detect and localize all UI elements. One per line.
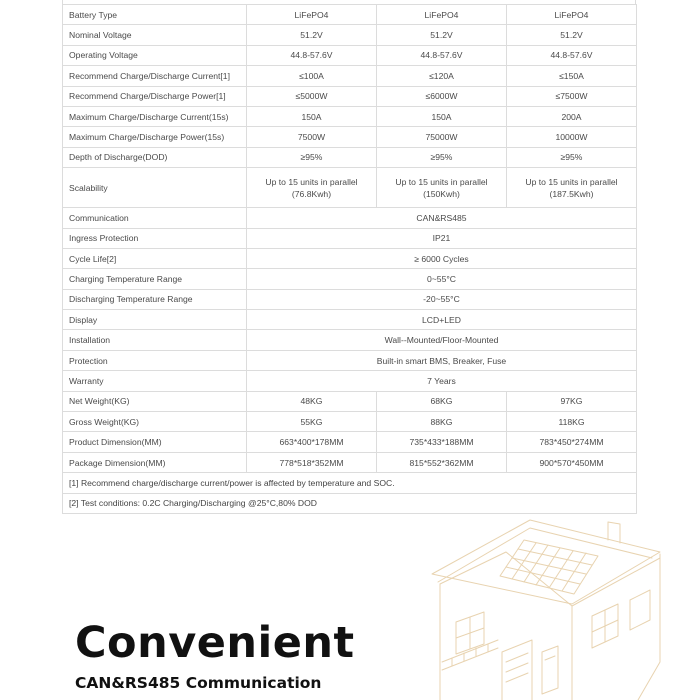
spec-value: ≤150A bbox=[507, 66, 637, 86]
spec-value: LiFePO4 bbox=[247, 5, 377, 25]
spec-value: ≥95% bbox=[507, 147, 637, 167]
headline-subtitle: CAN&RS485 Communication bbox=[75, 674, 322, 692]
spec-label: Protection bbox=[63, 350, 247, 370]
spec-value: ≥ 6000 Cycles bbox=[247, 248, 637, 268]
spec-row bbox=[63, 25, 637, 45]
spec-value: ≥95% bbox=[377, 147, 507, 167]
spec-row bbox=[63, 371, 637, 391]
spec-label: Recommend Charge/Discharge Current[1] bbox=[63, 66, 247, 86]
spec-label: Battery Type bbox=[63, 5, 247, 25]
spec-row bbox=[63, 330, 637, 350]
spec-row bbox=[63, 228, 637, 248]
side-wall bbox=[638, 554, 660, 700]
spec-value: CAN&RS485 bbox=[247, 208, 637, 228]
house-line-illustration bbox=[402, 512, 700, 700]
spec-row bbox=[63, 127, 637, 147]
spec-value: 200A bbox=[507, 106, 637, 126]
spec-row bbox=[63, 269, 637, 289]
spec-label: Ingress Protection bbox=[63, 228, 247, 248]
spec-row bbox=[63, 248, 637, 268]
spec-label: Maximum Charge/Discharge Current(15s) bbox=[63, 106, 247, 126]
footnote-row bbox=[63, 473, 637, 493]
spec-row bbox=[63, 208, 637, 228]
door bbox=[502, 640, 532, 700]
spec-value: 735*433*188MM bbox=[377, 432, 507, 452]
spec-row bbox=[63, 289, 637, 309]
spec-value: Built-in smart BMS, Breaker, Fuse bbox=[247, 350, 637, 370]
spec-value: 88KG bbox=[377, 412, 507, 432]
spec-label: Maximum Charge/Discharge Power(15s) bbox=[63, 127, 247, 147]
spec-value: 7 Years bbox=[247, 371, 637, 391]
spec-row bbox=[63, 310, 637, 330]
spec-label: Gross Weight(KG) bbox=[63, 412, 247, 432]
spec-value: 48KG bbox=[247, 391, 377, 411]
spec-value: 51.2V bbox=[247, 25, 377, 45]
spec-value: 44.8-57.6V bbox=[507, 45, 637, 65]
footnote: [2] Test conditions: 0.2C Charging/Discharging @25°C,80% DOD bbox=[63, 493, 637, 513]
spec-label: Operating Voltage bbox=[63, 45, 247, 65]
spec-row bbox=[63, 391, 637, 411]
spec-value: 55KG bbox=[247, 412, 377, 432]
spec-value: 51.2V bbox=[377, 25, 507, 45]
spec-value: 68KG bbox=[377, 391, 507, 411]
spec-value: 7500W bbox=[247, 127, 377, 147]
spec-label: Recommend Charge/Discharge Power[1] bbox=[63, 86, 247, 106]
roof-outline bbox=[432, 520, 660, 604]
spec-value: 663*400*178MM bbox=[247, 432, 377, 452]
spec-value: 44.8-57.6V bbox=[247, 45, 377, 65]
solar-panel bbox=[500, 540, 598, 594]
spec-value: Up to 15 units in parallel (76.8Kwh) bbox=[247, 168, 377, 208]
spec-row bbox=[63, 432, 637, 452]
footnote: [1] Recommend charge/discharge current/power is affected by temperature and SOC. bbox=[63, 473, 637, 493]
spec-row bbox=[63, 350, 637, 370]
spec-row bbox=[63, 106, 637, 126]
spec-label: Scalability bbox=[63, 168, 247, 208]
spec-value: LiFePO4 bbox=[377, 5, 507, 25]
spec-label: Warranty bbox=[63, 371, 247, 391]
spec-value: LiFePO4 bbox=[507, 5, 637, 25]
spec-value: 0~55°C bbox=[247, 269, 637, 289]
spec-label: Installation bbox=[63, 330, 247, 350]
spec-value: 900*570*450MM bbox=[507, 452, 637, 472]
spec-value: 118KG bbox=[507, 412, 637, 432]
spec-label: Depth of Discharge(DOD) bbox=[63, 147, 247, 167]
spec-row bbox=[63, 5, 637, 25]
spec-label: Nominal Voltage bbox=[63, 25, 247, 45]
spec-row bbox=[63, 147, 637, 167]
spec-row bbox=[63, 66, 637, 86]
spec-value: 150A bbox=[377, 106, 507, 126]
spec-label: Charging Temperature Range bbox=[63, 269, 247, 289]
spec-value: Up to 15 units in parallel (150Kwh) bbox=[377, 168, 507, 208]
spec-value: 10000W bbox=[507, 127, 637, 147]
spec-row bbox=[63, 168, 637, 208]
spec-value: 778*518*352MM bbox=[247, 452, 377, 472]
spec-value: -20~55°C bbox=[247, 289, 637, 309]
spec-value: 815*552*362MM bbox=[377, 452, 507, 472]
spec-label: Net Weight(KG) bbox=[63, 391, 247, 411]
window bbox=[630, 590, 650, 630]
spec-value: 150A bbox=[247, 106, 377, 126]
spec-value: ≤120A bbox=[377, 66, 507, 86]
battery-unit bbox=[542, 646, 558, 694]
spec-value: 44.8-57.6V bbox=[377, 45, 507, 65]
spec-table bbox=[62, 4, 637, 514]
spec-value: Wall--Mounted/Floor-Mounted bbox=[247, 330, 637, 350]
spec-table-body bbox=[63, 5, 637, 514]
spec-value: ≤7500W bbox=[507, 86, 637, 106]
spec-sheet bbox=[62, 0, 636, 514]
spec-label: Package Dimension(MM) bbox=[63, 452, 247, 472]
spec-row bbox=[63, 452, 637, 472]
spec-label: Display bbox=[63, 310, 247, 330]
spec-value: ≥95% bbox=[247, 147, 377, 167]
spec-label: Communication bbox=[63, 208, 247, 228]
spec-value: Up to 15 units in parallel (187.5Kwh) bbox=[507, 168, 637, 208]
headline-title: Convenient bbox=[75, 618, 355, 668]
spec-label: Product Dimension(MM) bbox=[63, 432, 247, 452]
spec-row bbox=[63, 45, 637, 65]
front-wall bbox=[440, 584, 572, 700]
spec-value: LCD+LED bbox=[247, 310, 637, 330]
spec-value: IP21 bbox=[247, 228, 637, 248]
spec-row bbox=[63, 86, 637, 106]
spec-label: Cycle Life[2] bbox=[63, 248, 247, 268]
spec-value: ≤100A bbox=[247, 66, 377, 86]
footnote-row bbox=[63, 493, 637, 513]
spec-row bbox=[63, 412, 637, 432]
spec-value: ≤5000W bbox=[247, 86, 377, 106]
spec-value: 783*450*274MM bbox=[507, 432, 637, 452]
spec-value: 51.2V bbox=[507, 25, 637, 45]
spec-label: Discharging Temperature Range bbox=[63, 289, 247, 309]
spec-value: 97KG bbox=[507, 391, 637, 411]
spec-value: 75000W bbox=[377, 127, 507, 147]
spec-value: ≤6000W bbox=[377, 86, 507, 106]
